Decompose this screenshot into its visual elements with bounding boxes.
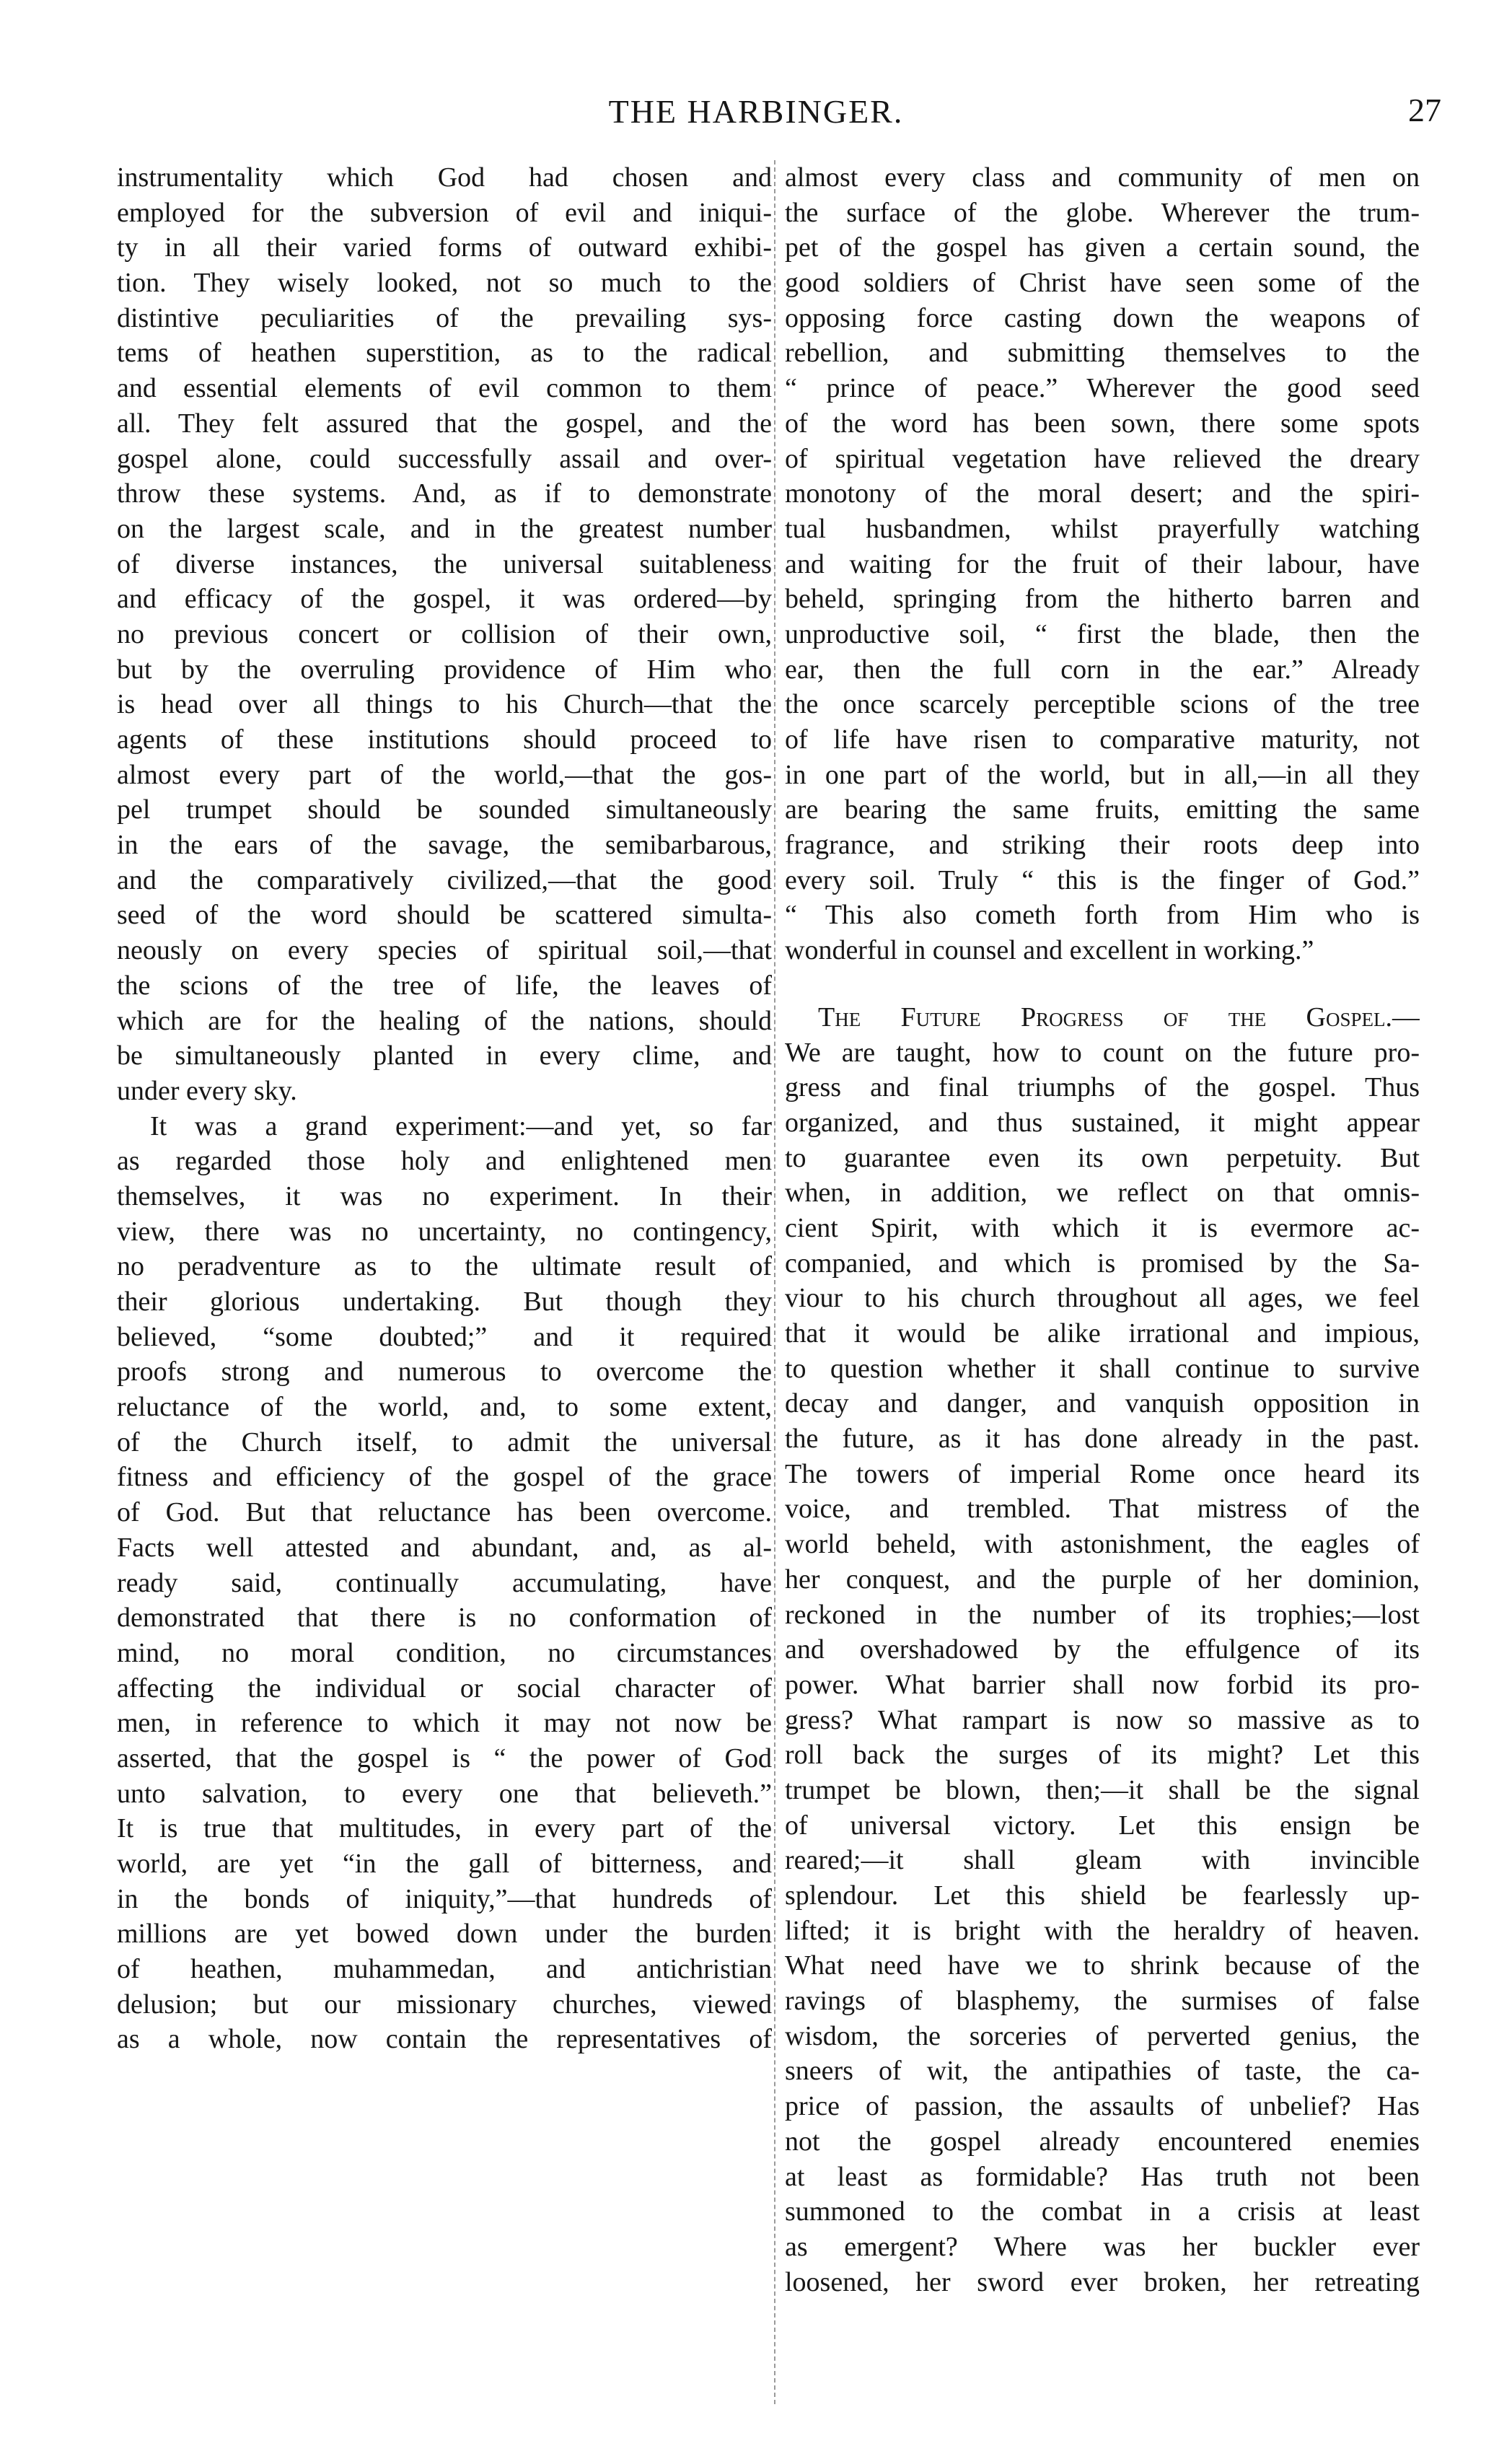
text-line: beheld, springing from the hitherto barren and [785, 584, 1420, 615]
left-column [117, 160, 772, 2404]
section-gap [785, 968, 1420, 1000]
text-line: organized, and thus sustained, it might appear [785, 1107, 1420, 1138]
text-line: that it would be alike irrational and impious, [785, 1318, 1420, 1349]
text-line: wisdom, the sorceries of perverted genius, the [785, 2020, 1420, 2051]
text-line: lifted; it is bright with the heraldry of heaven. [785, 1915, 1420, 1946]
text-line: What need have we to shrink because of the [785, 1950, 1420, 1981]
text-line: are bearing the same fruits, emitting the same [785, 794, 1420, 825]
text-line: of life have risen to comparative maturity, not [785, 724, 1420, 755]
text-line: under every sky. [117, 1075, 297, 1106]
text-line: price of passion, the assaults of unbelief? Has [785, 2091, 1420, 2122]
text-line: at least as formidable? Has truth not been [785, 2161, 1420, 2192]
text-line: trumpet be blown, then;—it shall be the signal [785, 1774, 1420, 1805]
text-line: splendour. Let this shield be fearlessly up- [785, 1880, 1420, 1911]
text-line: pel trumpet should be sounded simultaneously [117, 794, 772, 825]
text-line: in one part of the world, but in all,—in all they [785, 759, 1420, 790]
text-line: to question whether it shall continue to survive [785, 1353, 1420, 1384]
text-line: and essential elements of evil common to them [117, 373, 772, 404]
text-line: neously on every species of spiritual soil,—that [117, 935, 772, 966]
text-line: of heathen, muhammedan, and antichristian [117, 1954, 772, 1985]
left-paragraph-2 [117, 1109, 772, 2058]
text-line: world beheld, with astonishment, the eagles of [785, 1529, 1420, 1560]
text-line: their glorious undertaking. But though they [117, 1287, 772, 1317]
text-line: good soldiers of Christ have seen some of the [785, 268, 1420, 299]
text-line: agents of these institutions should proceed to [117, 724, 772, 755]
text-line: ear, then the full corn in the ear.” Already [785, 654, 1420, 685]
text-line: rebellion, and submitting themselves to the [785, 338, 1420, 369]
text-line: world, are yet “in the gall of bitterness, and [117, 1849, 772, 1879]
text-line: which are for the healing of the nations, should [117, 1005, 772, 1036]
text-line: as a whole, now contain the representatives of [117, 2024, 772, 2055]
text-line: wonderful in counsel and excellent in working.” [785, 935, 1314, 966]
text-line: and efficacy of the gospel, it was ordered—by [117, 584, 772, 615]
text-line: loosened, her sword ever broken, her retreating [785, 2266, 1420, 2297]
text-line: her conquest, and the purple of her dominion, [785, 1564, 1420, 1595]
right-paragraph-1 [785, 160, 1420, 968]
text-line: the future, as it has done already in the past. [785, 1424, 1420, 1455]
text-line: no previous concert or collision of their own, [117, 618, 772, 649]
text-line: distintive peculiarities of the prevailing sys- [117, 302, 772, 333]
text-line: tion. They wisely looked, not so much to the [117, 268, 772, 299]
text-line: be simultaneously planted in every clime, and [117, 1040, 772, 1071]
text-line: decay and danger, and vanquish opposition in [785, 1388, 1420, 1419]
text-line: unto salvation, to every one that believeth.” [117, 1778, 772, 1809]
text-line: of the Church itself, to admit the universal [117, 1426, 772, 1458]
text-line: as emergent? Where was her buckler ever [785, 2231, 1420, 2262]
text-line: summoned to the combat in a crisis at least [785, 2196, 1420, 2227]
text-line: almost every class and community of men on [785, 162, 1420, 193]
text-line: when, in addition, we reflect on that omnis- [785, 1178, 1420, 1209]
text-line: almost every part of the world,—that the gos- [117, 759, 772, 790]
text-line: of God. But that reluctance has been overcome. [117, 1497, 772, 1528]
text-line: of diverse instances, the universal suitableness [117, 548, 772, 579]
text-line: voice, and trembled. That mistress of the [785, 1494, 1420, 1525]
text-line: themselves, it was no experiment. In their [117, 1180, 772, 1211]
text-line: asserted, that the gospel is “ the power of God [117, 1743, 772, 1774]
text-line: unproductive soil, “ first the blade, then the [785, 618, 1420, 649]
text-line: It is true that multitudes, in every part of the [117, 1813, 772, 1844]
text-line: believed, “some doubted;” and it required [117, 1321, 772, 1352]
page-number: 27 [1408, 92, 1441, 128]
text-line: delusion; but our missionary churches, viewed [117, 1989, 772, 2020]
text-line: demonstrated that there is no conformation of [117, 1603, 772, 1634]
text-line: fitness and efficiency of the gospel of the grace [117, 1462, 772, 1493]
text-line: of universal victory. Let this ensign be [785, 1810, 1420, 1841]
text-line: tual husbandmen, whilst prayerfully watching [785, 513, 1420, 544]
text-line: monotony of the moral desert; and the spiri- [785, 478, 1420, 509]
text-line: as regarded those holy and enlightened men [117, 1146, 772, 1177]
text-line: the surface of the globe. Wherever the trum- [785, 197, 1420, 228]
text-line: on the largest scale, and in the greatest number [117, 513, 772, 544]
text-line: the once scarcely perceptible scions of the tree [785, 689, 1420, 720]
text-line: men, in reference to which it may not now be [117, 1708, 772, 1739]
section-heading: The Future Progress of the Gospel.— [818, 1001, 1420, 1033]
text-line: “ This also cometh forth from Him who is [785, 900, 1420, 931]
text-line: gress? What rampart is now so massive as to [785, 1704, 1420, 1735]
text-line: and overshadowed by the effulgence of its [785, 1634, 1420, 1665]
text-line: gospel alone, could successfully assail and over- [117, 443, 772, 474]
text-line: all. They felt assured that the gospel, and the [117, 408, 772, 439]
text-line: reluctance of the world, and, to some extent, [117, 1392, 772, 1423]
column-divider [774, 160, 775, 2404]
text-line: gress and final triumphs of the gospel. Thus [785, 1072, 1420, 1103]
text-line: no peradventure as to the ultimate result of [117, 1251, 772, 1282]
text-line: in the bonds of iniquity,”—that hundreds of [117, 1883, 772, 1914]
text-line: companied, and which is promised by the Sa- [785, 1248, 1420, 1279]
text-line: and the comparatively civilized,—that the good [117, 864, 772, 895]
right-column [785, 160, 1420, 2404]
text-line: viour to his church throughout all ages, we feel [785, 1283, 1420, 1314]
text-line: and waiting for the fruit of their labour, have [785, 548, 1420, 579]
text-line: employed for the subversion of evil and iniqui- [117, 197, 772, 228]
text-line: pet of the gospel has given a certain sound, the [785, 232, 1420, 263]
text-line: millions are yet bowed down under the burden [117, 1919, 772, 1950]
text-line: The towers of imperial Rome once heard its [785, 1458, 1420, 1489]
text-line: every soil. Truly “ this is the finger of God.” [785, 864, 1420, 895]
text-line: sneers of wit, the antipathies of taste, the ca- [785, 2056, 1420, 2087]
text-line: to guarantee even its own perpetuity. But [785, 1142, 1420, 1173]
text-line: mind, no moral condition, no circumstances [117, 1637, 772, 1668]
text-line: reared;—it shall gleam with invincible [785, 1845, 1420, 1876]
text-line: opposing force casting down the weapons of [785, 302, 1420, 333]
text-line: of spiritual vegetation have relieved the dreary [785, 443, 1420, 474]
text-line: instrumentality which God had chosen and [117, 162, 772, 193]
text-line: Facts well attested and abundant, and, as al- [117, 1532, 772, 1563]
right-paragraph-2 [785, 1000, 1420, 2300]
text-line: ty in all their varied forms of outward exhibi- [117, 232, 772, 263]
text-line: proofs strong and numerous to overcome the [117, 1356, 772, 1388]
text-line: ready said, continually accumulating, have [117, 1567, 772, 1598]
text-line: seed of the word should be scattered simulta- [117, 900, 772, 931]
text-line: throw these systems. And, as if to demonstrate [117, 478, 772, 509]
text-line: in the ears of the savage, the semibarbarous, [117, 830, 772, 861]
running-title: THE HARBINGER. [608, 93, 904, 130]
text-line: of the word has been sown, there some spots [785, 408, 1420, 439]
text-line: tems of heathen superstition, as to the radical [117, 338, 772, 369]
text-line: the scions of the tree of life, the leaves of [117, 970, 772, 1001]
text-line: We are taught, how to count on the future pro- [785, 1037, 1420, 1068]
text-line: power. What barrier shall now forbid its pro- [785, 1669, 1420, 1700]
text-line: ravings of blasphemy, the surmises of false [785, 1986, 1420, 2017]
text-line: affecting the individual or social character of [117, 1673, 772, 1704]
text-line: “ prince of peace.” Wherever the good seed [785, 373, 1420, 404]
text-line: not the gospel already encountered enemies [785, 2126, 1420, 2157]
text-line: is head over all things to his Church—that the [117, 689, 772, 720]
text-line: fragrance, and striking their roots deep into [785, 830, 1420, 861]
text-line: roll back the surges of its might? Let this [785, 1740, 1420, 1771]
left-paragraph-1 [117, 160, 772, 1109]
text-line: reckoned in the number of its trophies;—lost [785, 1599, 1420, 1630]
text-line: cient Spirit, with which it is evermore ac- [785, 1212, 1420, 1243]
text-line: view, there was no uncertainty, no contingency, [117, 1216, 772, 1247]
text-line: It was a grand experiment:—and yet, so far [150, 1110, 772, 1141]
text-line: but by the overruling providence of Him who [117, 654, 772, 685]
